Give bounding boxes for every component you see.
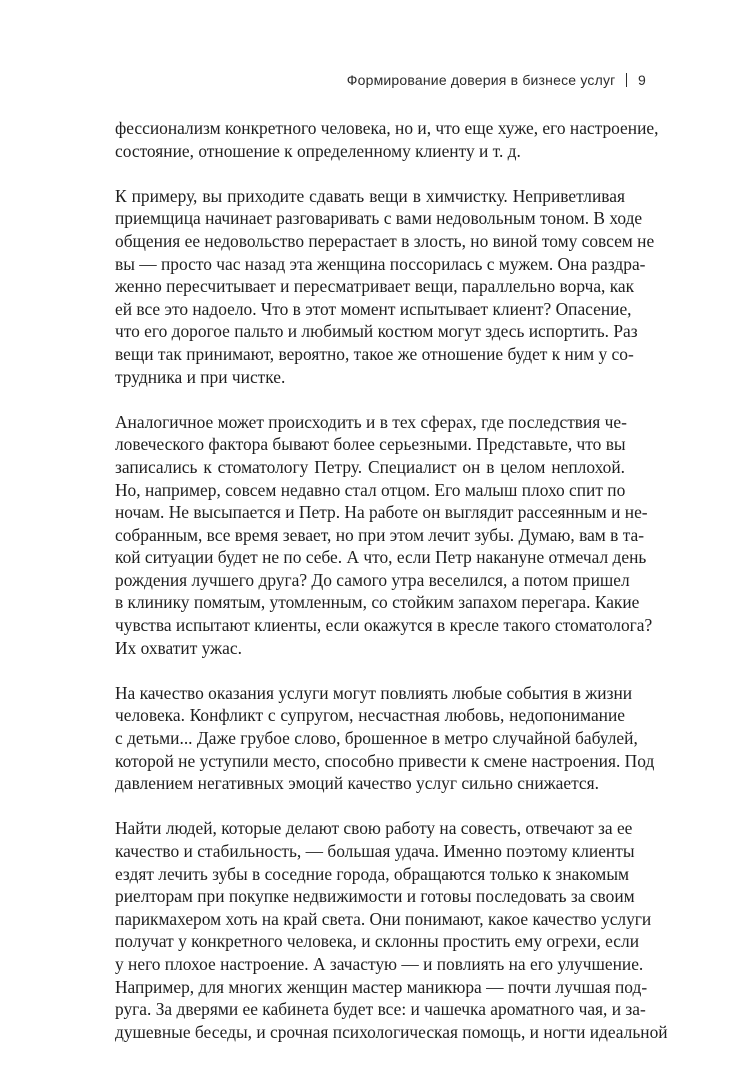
text-line: приемщица начинает разговаривать с вами недовольным тоном. В ходе (115, 208, 643, 229)
text-line: у него плохое настроение. А зачастую — и повлиять на его улучшение. (115, 953, 644, 974)
body-text (115, 117, 668, 1066)
text-line: состояние, отношение к определенному клиенту и т. д. (115, 140, 521, 161)
text-line: давлением негативных эмоций качество услуг сильно снижается. (115, 773, 599, 794)
text-line: человека. Конфликт с супругом, несчастная любовь, недопонимание (115, 705, 625, 726)
paragraph (115, 117, 659, 162)
text-line: Их охватит ужас. (115, 637, 242, 658)
text-line: Аналогичное может происходить и в тех сферах, где последствия че- (115, 411, 627, 432)
text-line: качество и стабильность, — большая удача. Именно поэтому клиенты (115, 841, 635, 861)
text-line: вы — просто час назад эта женщина поссорилась с мужем. Она раздра- (115, 253, 646, 274)
text-line: кой ситуации будет не по себе. А что, если Петр накануне отмечал день (115, 547, 647, 568)
text-line: Например, для многих женщин мастер маникюра — почти лучшая под- (115, 976, 648, 997)
header-separator (626, 73, 628, 87)
text-line: трудника и при чистке. (115, 366, 286, 387)
text-line: вещи так принимают, вероятно, такое же отношение будет к ним у со- (115, 343, 634, 364)
text-line: что его дорогое пальто и любимый костюм могут здесь испортить. Раз (115, 321, 638, 342)
text-line: чувства испытают клиенты, если окажутся в кресле такого стоматолога? (115, 615, 653, 636)
text-line: общения ее недовольство перерастает в злость, но виной тому совсем не (115, 230, 655, 251)
text-line: душевные беседы, и срочная психологическая помощь, и ногти идеальной (115, 1021, 668, 1042)
text-line: женно пересчитывает и пересматривает вещи, параллельно ворча, как (115, 276, 635, 297)
text-line: рождения лучшего друга? До самого утра веселился, а потом пришел (115, 569, 630, 590)
running-header (347, 72, 646, 88)
chapter-title: Формирование доверия в бизнесе услуг (346, 72, 616, 88)
paragraph (115, 682, 655, 795)
text-line: которой не уступили место, способно привести к смене настроения. Под (115, 750, 655, 771)
text-line: собранным, все время зевает, но при этом лечит зубы. Думаю, вам в та- (115, 524, 645, 545)
text-line: ей все это надоело. Что в этот момент испытывает клиент? Опасение, (115, 298, 632, 319)
text-line: К примеру, вы приходите сдавать вещи в химчистку. Неприветливая (115, 185, 625, 206)
text-line: ловеческого фактора бывают более серьезными. Представьте, что вы (115, 434, 626, 455)
text-line: Но, например, совсем недавно стал отцом. Его малыш плохо спит по (115, 479, 626, 500)
paragraph (115, 817, 668, 1043)
paragraph (115, 411, 653, 660)
text-line: в клинику помятым, утомленным, со стойким запахом перегара. Какие (115, 592, 640, 613)
text-line: риелторам при покупке недвижимости и готовы последовать за своим (115, 886, 635, 907)
page-number: 9 (638, 72, 646, 88)
text-line: записались к стоматологу Петру. Специалист он в целом неплохой. (115, 456, 625, 477)
text-line: парикмахером хоть на край света. Они понимают, какое качество услуги (115, 908, 652, 929)
text-line: фессионализм конкретного человека, но и, что еще хуже, его настроение, (115, 118, 659, 138)
text-line: с детьми... Даже грубое слово, брошенное в метро случайной бабулей, (115, 728, 638, 749)
text-line: руга. За дверями ее кабинета будет все: и чашечка ароматного чая, и за- (115, 999, 646, 1020)
text-line: ездят лечить зубы в соседние города, обращаются только к знакомым (115, 863, 630, 884)
text-line: ночам. Не высыпается и Петр. На работе он выглядит рассеянным и не- (115, 502, 648, 523)
paragraph (115, 185, 655, 388)
text-line: На качество оказания услуги могут повлиять любые события в жизни (115, 682, 633, 703)
text-line: получат у конкретного человека, и склонны простить ему огрехи, если (115, 931, 640, 952)
text-line: Найти людей, которые делают свою работу на совесть, отвечают за ее (115, 818, 633, 839)
